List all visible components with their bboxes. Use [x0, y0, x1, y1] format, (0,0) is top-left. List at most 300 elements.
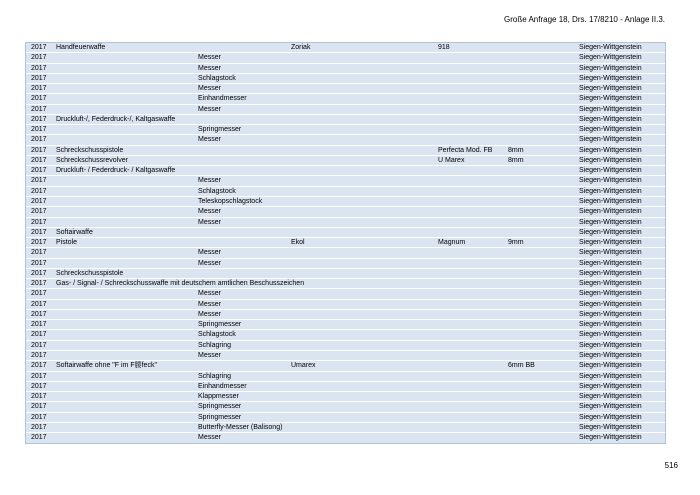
cell-caliber: 8mm	[508, 156, 524, 164]
cell-caliber: 6mm BB	[508, 362, 535, 370]
cell-year: 2017	[31, 85, 47, 93]
cell-district: Siegen-Wittgenstein	[579, 300, 642, 308]
cell-model	[438, 392, 508, 401]
cell-district: Siegen-Wittgenstein	[579, 249, 642, 257]
cell-model	[438, 289, 508, 298]
cell-caliber	[508, 53, 579, 62]
cell-category	[56, 135, 198, 144]
document-header: Große Anfrage 18, Drs. 17/8210 - Anlage II.3.	[504, 15, 665, 24]
cell-category: Handfeuerwaffe	[56, 44, 106, 51]
cell-brand	[291, 300, 438, 309]
cell-year: 2017	[31, 362, 47, 370]
cell-caliber	[508, 176, 579, 185]
cell-caliber	[508, 372, 579, 381]
cell-model	[438, 341, 508, 350]
cell-category: Schreckschusspistole	[56, 269, 124, 277]
cell-caliber	[508, 423, 579, 432]
cell-district: Siegen-Wittgenstein	[579, 167, 642, 175]
cell-year: 2017	[31, 105, 47, 113]
cell-year: 2017	[31, 331, 47, 339]
table-row	[26, 413, 665, 423]
cell-model: Magnum	[438, 239, 466, 247]
table-row	[26, 310, 665, 320]
cell-brand	[291, 218, 438, 227]
cell-category	[56, 392, 198, 401]
cell-type: Einhandmesser	[198, 382, 247, 390]
cell-district: Siegen-Wittgenstein	[579, 259, 642, 267]
cell-type	[198, 156, 291, 165]
table-row	[26, 341, 665, 351]
cell-brand	[291, 372, 438, 381]
cell-year: 2017	[31, 434, 47, 442]
cell-brand	[291, 176, 438, 185]
cell-caliber	[508, 105, 579, 114]
cell-district: Siegen-Wittgenstein	[579, 393, 642, 401]
cell-category	[56, 197, 198, 206]
cell-model	[438, 433, 508, 443]
cell-caliber	[508, 300, 579, 309]
cell-year: 2017	[31, 300, 47, 308]
table-row	[26, 166, 665, 176]
table-row	[26, 228, 665, 238]
table-row	[26, 146, 665, 156]
cell-brand: Zoriak	[291, 44, 311, 51]
cell-model	[438, 351, 508, 360]
cell-district: Siegen-Wittgenstein	[579, 54, 642, 62]
cell-caliber	[508, 320, 579, 329]
cell-caliber	[508, 279, 579, 288]
cell-model	[438, 423, 508, 432]
cell-caliber	[508, 248, 579, 257]
cell-model: 918	[438, 44, 450, 51]
cell-model	[438, 176, 508, 185]
cell-year: 2017	[31, 218, 47, 226]
cell-model	[438, 115, 508, 124]
cell-brand	[291, 423, 438, 432]
cell-caliber	[508, 351, 579, 360]
table-row	[26, 402, 665, 412]
cell-category	[56, 423, 198, 432]
table-row	[26, 207, 665, 217]
cell-category	[56, 413, 198, 422]
cell-district: Siegen-Wittgenstein	[579, 239, 642, 247]
cell-model	[438, 94, 508, 103]
cell-model	[438, 53, 508, 62]
page-number: 516	[664, 461, 678, 470]
cell-district: Siegen-Wittgenstein	[579, 197, 642, 205]
cell-district: Siegen-Wittgenstein	[579, 341, 642, 349]
table-row	[26, 259, 665, 269]
cell-year: 2017	[31, 393, 47, 401]
cell-district: Siegen-Wittgenstein	[579, 95, 642, 103]
table-row	[26, 279, 665, 289]
cell-brand	[291, 289, 438, 298]
cell-category: Gas- / Signal- / Schreckschusswaffe mit deutschem amtlichen Beschusszeichen	[56, 280, 305, 288]
cell-brand	[291, 74, 438, 83]
cell-caliber	[508, 207, 579, 216]
table-row	[26, 382, 665, 392]
table-row	[26, 74, 665, 84]
cell-model	[438, 372, 508, 381]
table-row	[26, 423, 665, 433]
table-row	[26, 125, 665, 135]
table-row	[26, 300, 665, 310]
cell-caliber: 9mm	[508, 239, 524, 247]
cell-type: Messer	[198, 351, 221, 359]
cell-brand	[291, 146, 438, 155]
cell-category	[56, 207, 198, 216]
cell-caliber: 8mm	[508, 146, 524, 154]
cell-district: Siegen-Wittgenstein	[579, 105, 642, 113]
cell-district: Siegen-Wittgenstein	[579, 146, 642, 154]
cell-brand	[291, 248, 438, 257]
cell-brand	[291, 156, 438, 165]
cell-caliber	[508, 125, 579, 134]
table-row	[26, 238, 665, 248]
cell-type: Messer	[198, 208, 221, 216]
table-row	[26, 351, 665, 361]
cell-model	[438, 197, 508, 206]
cell-year: 2017	[31, 413, 47, 421]
cell-category	[56, 372, 198, 381]
table-row	[26, 392, 665, 402]
cell-year: 2017	[31, 423, 47, 431]
cell-category	[56, 125, 198, 134]
cell-district: Siegen-Wittgenstein	[579, 136, 642, 144]
cell-year: 2017	[31, 269, 47, 277]
cell-model	[438, 207, 508, 216]
cell-category	[56, 105, 198, 114]
cell-type: Messer	[198, 64, 221, 72]
cell-category: Druckluft-/, Federdruck-/, Kaltgaswaffe	[56, 115, 176, 123]
cell-category: Softairwaffe	[56, 228, 93, 236]
cell-model	[438, 259, 508, 268]
cell-model	[438, 248, 508, 257]
table-row	[26, 105, 665, 115]
cell-type: Springmesser	[198, 126, 242, 134]
table-row	[26, 320, 665, 330]
cell-model	[438, 166, 508, 175]
cell-category	[56, 53, 198, 62]
cell-category	[56, 320, 198, 329]
cell-caliber	[508, 402, 579, 411]
cell-brand	[291, 433, 438, 443]
cell-brand	[291, 413, 438, 422]
cell-model	[438, 74, 508, 83]
cell-brand	[291, 135, 438, 144]
cell-caliber	[508, 218, 579, 227]
cell-caliber	[508, 382, 579, 391]
cell-brand	[291, 351, 438, 360]
table-row	[26, 64, 665, 74]
cell-brand	[291, 269, 438, 278]
table-row	[26, 289, 665, 299]
cell-caliber	[508, 115, 579, 124]
cell-brand	[291, 279, 438, 288]
cell-brand: Umarex	[291, 362, 316, 370]
cell-model	[438, 361, 508, 370]
cell-category	[56, 248, 198, 257]
cell-model	[438, 228, 508, 237]
cell-category	[56, 64, 198, 73]
cell-brand	[291, 320, 438, 329]
cell-year: 2017	[31, 208, 47, 216]
cell-category: Druckluft- / Federdruck- / Kaltgaswaffe	[56, 167, 176, 175]
cell-type: Messer	[198, 249, 221, 257]
cell-type	[198, 115, 291, 124]
cell-category	[56, 84, 198, 93]
cell-category	[56, 176, 198, 185]
cell-year: 2017	[31, 249, 47, 257]
cell-brand	[291, 105, 438, 114]
cell-type	[198, 146, 291, 155]
cell-model	[438, 330, 508, 339]
cell-type: Schlagring	[198, 372, 232, 380]
cell-type: Butterfly-Messer (Balisong)	[198, 423, 283, 431]
cell-model: U Marex	[438, 156, 465, 164]
cell-brand	[291, 310, 438, 319]
table-row	[26, 269, 665, 279]
cell-category	[56, 351, 198, 360]
cell-category	[56, 289, 198, 298]
cell-district: Siegen-Wittgenstein	[579, 362, 642, 370]
cell-category	[56, 341, 198, 350]
cell-type: Teleskopschlagstock	[198, 197, 263, 205]
cell-brand	[291, 166, 438, 175]
cell-type: Messer	[198, 310, 221, 318]
cell-category: Softairwaffe ohne "F im F腰feck"	[56, 362, 157, 370]
cell-year: 2017	[31, 126, 47, 134]
cell-year: 2017	[31, 74, 47, 82]
cell-district: Siegen-Wittgenstein	[579, 321, 642, 329]
cell-model	[438, 279, 508, 288]
cell-district: Siegen-Wittgenstein	[579, 423, 642, 431]
table-row	[26, 433, 665, 443]
cell-district: Siegen-Wittgenstein	[579, 156, 642, 164]
cell-type	[198, 166, 291, 175]
cell-type	[198, 228, 291, 237]
cell-brand	[291, 64, 438, 73]
cell-year: 2017	[31, 44, 47, 51]
cell-district: Siegen-Wittgenstein	[579, 290, 642, 298]
cell-caliber	[508, 43, 579, 52]
cell-brand	[291, 392, 438, 401]
cell-district: Siegen-Wittgenstein	[579, 280, 642, 288]
cell-model	[438, 269, 508, 278]
cell-brand: Ekol	[291, 239, 305, 247]
cell-category: Schreckschusspistole	[56, 146, 124, 154]
cell-year: 2017	[31, 310, 47, 318]
cell-caliber	[508, 197, 579, 206]
cell-district: Siegen-Wittgenstein	[579, 228, 642, 236]
cell-year: 2017	[31, 197, 47, 205]
cell-district: Siegen-Wittgenstein	[579, 74, 642, 82]
cell-brand	[291, 228, 438, 237]
cell-year: 2017	[31, 115, 47, 123]
cell-caliber	[508, 289, 579, 298]
cell-type: Springmesser	[198, 413, 242, 421]
table-row	[26, 197, 665, 207]
cell-brand	[291, 125, 438, 134]
cell-caliber	[508, 94, 579, 103]
cell-year: 2017	[31, 156, 47, 164]
cell-year: 2017	[31, 403, 47, 411]
cell-model	[438, 64, 508, 73]
cell-district: Siegen-Wittgenstein	[579, 269, 642, 277]
cell-type: Messer	[198, 136, 221, 144]
cell-year: 2017	[31, 372, 47, 380]
cell-district: Siegen-Wittgenstein	[579, 187, 642, 195]
cell-type	[198, 279, 291, 288]
cell-year: 2017	[31, 290, 47, 298]
table-row	[26, 187, 665, 197]
weapons-table	[25, 42, 666, 444]
cell-type: Messer	[198, 259, 221, 267]
cell-category	[56, 433, 198, 443]
cell-caliber	[508, 84, 579, 93]
cell-type: Messer	[198, 434, 221, 442]
cell-type: Messer	[198, 300, 221, 308]
cell-district: Siegen-Wittgenstein	[579, 126, 642, 134]
cell-caliber	[508, 392, 579, 401]
cell-year: 2017	[31, 341, 47, 349]
cell-model	[438, 413, 508, 422]
cell-caliber	[508, 74, 579, 83]
table-row	[26, 115, 665, 125]
cell-year: 2017	[31, 280, 47, 288]
cell-year: 2017	[31, 239, 47, 247]
cell-type: Messer	[198, 290, 221, 298]
cell-category	[56, 382, 198, 391]
cell-year: 2017	[31, 146, 47, 154]
cell-caliber	[508, 228, 579, 237]
cell-district: Siegen-Wittgenstein	[579, 351, 642, 359]
cell-caliber	[508, 259, 579, 268]
cell-type: Schlagstock	[198, 331, 236, 339]
cell-type: Springmesser	[198, 403, 242, 411]
cell-caliber	[508, 187, 579, 196]
cell-model	[438, 187, 508, 196]
cell-category	[56, 330, 198, 339]
cell-caliber	[508, 64, 579, 73]
cell-type: Einhandmesser	[198, 95, 247, 103]
table-row	[26, 53, 665, 63]
cell-caliber	[508, 341, 579, 350]
cell-caliber	[508, 310, 579, 319]
cell-brand	[291, 341, 438, 350]
cell-brand	[291, 402, 438, 411]
table-row	[26, 176, 665, 186]
cell-district: Siegen-Wittgenstein	[579, 85, 642, 93]
cell-year: 2017	[31, 64, 47, 72]
cell-brand	[291, 259, 438, 268]
cell-year: 2017	[31, 167, 47, 175]
cell-type: Messer	[198, 85, 221, 93]
cell-model: Perfecta Mod. FB	[438, 146, 493, 154]
cell-year: 2017	[31, 54, 47, 62]
table-row	[26, 94, 665, 104]
cell-caliber	[508, 135, 579, 144]
cell-caliber	[508, 413, 579, 422]
cell-model	[438, 218, 508, 227]
cell-type: Messer	[198, 218, 221, 226]
cell-district: Siegen-Wittgenstein	[579, 331, 642, 339]
cell-model	[438, 105, 508, 114]
cell-category	[56, 74, 198, 83]
cell-year: 2017	[31, 177, 47, 185]
table-row	[26, 372, 665, 382]
table-row	[26, 361, 665, 371]
cell-caliber	[508, 269, 579, 278]
table-row	[26, 156, 665, 166]
cell-model	[438, 320, 508, 329]
cell-type: Messer	[198, 105, 221, 113]
cell-year: 2017	[31, 351, 47, 359]
cell-brand	[291, 187, 438, 196]
cell-type: Springmesser	[198, 321, 242, 329]
cell-category	[56, 300, 198, 309]
cell-category	[56, 187, 198, 196]
cell-type: Schlagstock	[198, 187, 236, 195]
cell-category	[56, 94, 198, 103]
cell-brand	[291, 382, 438, 391]
cell-year: 2017	[31, 95, 47, 103]
cell-category: Pistole	[56, 239, 78, 247]
cell-caliber	[508, 166, 579, 175]
cell-district: Siegen-Wittgenstein	[579, 382, 642, 390]
cell-type	[198, 269, 291, 278]
cell-district: Siegen-Wittgenstein	[579, 372, 642, 380]
table-row	[26, 135, 665, 145]
cell-district: Siegen-Wittgenstein	[579, 64, 642, 72]
cell-model	[438, 300, 508, 309]
cell-model	[438, 310, 508, 319]
cell-category	[56, 310, 198, 319]
cell-caliber	[508, 330, 579, 339]
cell-model	[438, 84, 508, 93]
cell-type	[198, 238, 291, 247]
cell-year: 2017	[31, 228, 47, 236]
cell-category	[56, 402, 198, 411]
cell-type: Klappmesser	[198, 393, 239, 401]
cell-district: Siegen-Wittgenstein	[579, 177, 642, 185]
table-row	[26, 330, 665, 340]
cell-type: Messer	[198, 177, 221, 185]
cell-brand	[291, 197, 438, 206]
table-row	[26, 248, 665, 258]
cell-district: Siegen-Wittgenstein	[579, 115, 642, 123]
cell-district: Siegen-Wittgenstein	[579, 208, 642, 216]
table-row	[26, 43, 665, 53]
cell-category	[56, 218, 198, 227]
cell-district: Siegen-Wittgenstein	[579, 403, 642, 411]
table-row	[26, 218, 665, 228]
cell-year: 2017	[31, 187, 47, 195]
cell-model	[438, 402, 508, 411]
cell-type: Messer	[198, 54, 221, 62]
cell-type	[198, 43, 291, 52]
cell-district: Siegen-Wittgenstein	[579, 434, 642, 442]
cell-model	[438, 135, 508, 144]
cell-category: Schreckschussrevolver	[56, 156, 128, 164]
cell-district: Siegen-Wittgenstein	[579, 310, 642, 318]
cell-caliber	[508, 433, 579, 443]
cell-district: Siegen-Wittgenstein	[579, 413, 642, 421]
cell-brand	[291, 115, 438, 124]
table-row	[26, 84, 665, 94]
cell-year: 2017	[31, 382, 47, 390]
cell-type: Schlagring	[198, 341, 232, 349]
